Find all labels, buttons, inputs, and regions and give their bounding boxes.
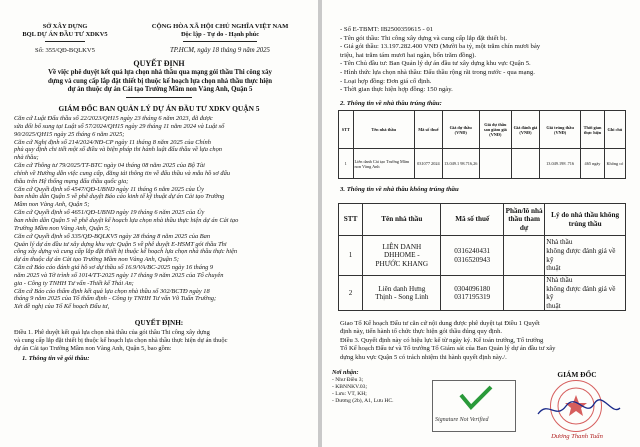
legal-basis-line: Căn cứ Báo cáo đánh giá hồ sơ dự thầu số 16.9/VA/BC-2025 ngày 16 tháng 9	[14, 264, 214, 272]
loser-col-header: STT	[339, 204, 363, 236]
article-line: Điều 3. Quyết định này có hiệu lực kể từ ngày ký. Kế toán trưởng, Tổ trưởng	[340, 336, 544, 344]
legal-basis-line: Căn cứ Luật Đấu thầu số 22/2023/QH15 ngày 23 tháng 6 năm 2023, đã được	[14, 115, 213, 122]
legal-bases	[14, 115, 304, 311]
recipient-item: - KBNNKV.03;	[332, 384, 368, 390]
loser-stt: 2	[339, 276, 363, 311]
package-info-line: triệu, hai trăm tám mươi hai ngàn, bốn trăm đồng).	[340, 51, 477, 59]
legal-basis-line: Quản lý dự án đầu tư xây dựng khu vực Quận 5 về phê duyệt E-HSMT gói thầu Thi	[14, 240, 227, 248]
winner-cell: 465 ngày	[581, 149, 604, 179]
legal-basis-line: nhà thầu;	[14, 154, 39, 162]
legal-basis-line: Trường Mầm non Vàng Anh, Quận 5;	[14, 224, 111, 232]
legal-basis-line: Căn cứ Báo cáo thẩm định kết quả lựa chọn nhà thầu số 302/BCTĐ ngày 18	[14, 287, 210, 295]
signer-title: GIÁM ĐỐC	[557, 370, 597, 379]
subject-underline	[126, 97, 192, 98]
subject-line: dự án thuộc dự án Cải tạo Trường Mầm non Vàng Anh, Quận 5	[67, 86, 253, 94]
loser-reason-line: không được đánh giá về kỹ	[546, 284, 616, 302]
doc-type-title: QUYẾT ĐỊNH	[133, 59, 185, 68]
package-info-heading: 1. Thông tin về gói thầu:	[22, 355, 90, 362]
legal-basis-line: phủ quy định chi tiết một số điều và biện pháp thi hành luật đấu thầu về lựa chọn	[14, 146, 222, 154]
recipients-title: Nơi nhận:	[332, 369, 359, 376]
signer-name: Dương Thanh Tuấn	[551, 433, 603, 440]
winner-cell: 1	[339, 149, 354, 179]
decision-subject	[12, 69, 308, 95]
winner-cell	[512, 149, 540, 179]
winner-cell: 031077 2024	[414, 149, 442, 179]
article-line: Điều 1. Phê duyệt kết quả lựa chọn nhà thầu của gói thầu Thi công xây dựng	[14, 329, 210, 336]
legal-basis-line: Căn cứ Nghị định số 214/2024/NĐ-CP ngày 11 tháng 8 năm 2025 của Chính	[14, 138, 211, 146]
winner-col-header: Giá đánh giá (VNĐ)	[512, 111, 540, 149]
loser-tax	[441, 236, 503, 276]
loser-row	[339, 236, 626, 276]
motto-underline	[183, 41, 257, 42]
recipient-item: - Như Điều 3;	[332, 377, 364, 383]
legal-basis-line: công xây dựng và cung cấp lắp đặt thiết bị thuộc kế hoạch lựa chọn nhà thầu thực hiện	[14, 248, 238, 256]
loser-table	[338, 203, 626, 311]
legal-basis-line: Căn cứ Quyết định số 4651/QĐ-UBND ngày 19 tháng 6 năm 2025 của Ủy	[14, 209, 205, 217]
loser-heading: 3. Thông tin về nhà thầu không trúng thầu	[340, 186, 459, 193]
loser-name-line: PHƯỚC KHANG	[375, 259, 429, 268]
loser-reason-line: không được đánh giá về kỹ	[546, 246, 616, 264]
loser-col-header: Phần/lô nhà thầu tham dự	[503, 204, 544, 236]
legal-basis-line: gia - Công ty TNHH Tư vấn -Thiết kế Thái An;	[14, 279, 134, 287]
winner-col-header: Ghi chú	[604, 111, 625, 149]
winner-col-header: Giá dự thầu sau giảm giá (VNĐ)	[479, 111, 511, 149]
place-date: TP.HCM, ngày 18 tháng 9 năm 2025	[170, 47, 270, 54]
legal-basis-line: Căn cứ Thông tư 79/2025/TT-BTC ngày 04 tháng 08 năm 2025 của Bộ Tài	[14, 162, 205, 170]
signature-check-icon	[433, 381, 515, 431]
loser-col-header: Tên nhà thầu	[363, 204, 441, 236]
winner-col-header: STT	[339, 111, 354, 149]
article-line: dựng khu vực Quận 5 có trách nhiệm thi hành quyết định này./.	[340, 353, 507, 361]
package-info-line: - Tên Chủ đầu tư: Ban Quản lý dự án đầu tư xây dựng khu vực Quận 5.	[340, 60, 531, 68]
legal-basis-line: Căn cứ Quyết định số 335/QĐ-BQLKV5 ngày 28 tháng 8 năm 2025 của Ban	[14, 232, 211, 240]
handwritten-signature	[534, 398, 624, 422]
subject-line: Về việc phê duyệt kết quả lựa chọn nhà thầu qua mạng gói thầu Thi công xây	[48, 69, 272, 76]
loser-name	[363, 276, 441, 311]
article-line: định này, tiến hành tổ chức thực hiện gói thầu đúng quy định.	[340, 328, 503, 336]
loser-reason	[545, 276, 626, 311]
loser-part	[503, 276, 544, 311]
loser-name	[363, 236, 441, 276]
org-unit: BQL DỰ ÁN ĐẦU TƯ XDKV5	[22, 31, 108, 38]
legal-basis-line: năm 2025 và Tờ trình số 1014/TT-2025 ngày 17 tháng 9 năm 2025 của Tổ chuyên	[14, 271, 224, 279]
winner-cell: 13.049.198 .716	[539, 149, 580, 179]
winner-col-header: Giá trúng thầu (VNĐ)	[539, 111, 580, 149]
decision-page-1	[0, 0, 318, 447]
loser-tax-line: 0304096180	[454, 284, 491, 293]
legal-basis-line: ban nhân dân Quận 5 về phê duyệt kế hoạch lựa chọn nhà thầu thực hiện dự án Cải tạo	[14, 216, 239, 224]
winner-col-header: Thời gian thực hiện	[581, 111, 604, 149]
loser-col-header: Lý do nhà thầu không trúng thầu	[545, 204, 626, 236]
subject-line: dựng và cung cấp lắp đặt thiết bị thuộc kế hoạch lựa chọn nhà thầu thực hiện	[47, 77, 273, 85]
legal-basis-line: Mầm non Vàng Anh, Quận 5;	[14, 201, 90, 209]
decision-page-2	[322, 0, 640, 447]
loser-reason	[545, 236, 626, 276]
package-info-line: - Tên gói thầu: Thi công xây dựng và cung cấp lắp đặt thiết bị.	[340, 34, 507, 42]
winner-heading: 2. Thông tin về nhà thầu trúng thầu:	[340, 100, 442, 107]
recipient-item: - Lưu: VT, KH;	[332, 391, 367, 397]
package-info	[340, 26, 630, 95]
loser-tax	[441, 276, 503, 311]
loser-reason-line: thuật	[546, 264, 561, 273]
loser-tax-line: 0316240431	[454, 246, 491, 255]
decides-heading: QUYẾT ĐỊNH:	[134, 319, 184, 327]
loser-reason-line: Nhà thầu	[546, 276, 573, 284]
package-info-line: - Hình thức lựa chọn nhà thầu: Đấu thầu rộng rãi trong nước - qua mạng.	[340, 68, 535, 76]
issuing-authority: GIÁM ĐỐC BAN QUẢN LÝ DỰ ÁN ĐẦU TƯ XDKV QUẬN 5	[58, 104, 260, 113]
package-info-line: - Giá gói thầu: 13.197.282.400 VNĐ (Mười ba tỷ, một trăm chín mươi bảy	[340, 43, 541, 51]
winner-cell	[479, 149, 511, 179]
winner-table	[338, 110, 626, 179]
loser-col-header: Mã số thuế	[441, 204, 503, 236]
national-title: CỘNG HÒA XÃ HỘI CHỦ NGHĨA VIỆT NAM	[151, 23, 289, 30]
loser-name-line: DHHOME -	[383, 251, 420, 260]
loser-row	[339, 276, 626, 311]
legal-basis-line: tháng 9 năm 2025 của Tổ thẩm định - Công ty TNHH Tư vấn Võ Tuấn Trường;	[14, 295, 217, 303]
article-line: dự án Cải tạo Trường Mầm non Vàng Anh, Quận 5, bao gồm:	[14, 344, 172, 352]
loser-reason-line: Nhà thầu	[546, 238, 573, 247]
winner-cell: 13.049.1 98.716,26	[442, 149, 479, 179]
package-info-line: - Loại hợp đồng: Đơn giá cố định.	[340, 77, 432, 85]
articles-2-3	[340, 320, 630, 362]
loser-tax-line: 0317195319	[454, 293, 491, 302]
loser-part	[503, 236, 544, 276]
recipients-list	[332, 377, 412, 405]
legal-basis-line: Căn cứ Quyết định số 4547/QĐ-UBND ngày 11 tháng 6 năm 2025 của Ủy	[14, 185, 204, 193]
article-line: và cung cấp lắp đặt thiết bị thuộc kế hoạch lựa chọn nhà thầu thực hiện dự án thuộc	[14, 336, 228, 344]
recipient-item: - Dương (2b), A1, Lưu HC.	[332, 398, 394, 404]
winner-row	[339, 149, 626, 179]
winner-col-header: Mã số thuế	[414, 111, 442, 149]
legal-basis-line: thầu trên Hệ thống mạng đấu thầu quốc gia;	[14, 177, 129, 185]
signature-status: Signature Not Verified	[435, 417, 489, 423]
winner-cell: Liên danh Cải tạo Trường Mầm non Vàng Anh	[353, 149, 414, 179]
loser-name-line: Liên danh Hưng	[378, 284, 426, 293]
legal-basis-line: 90/2025/QH15 ngày 25 tháng 6 năm 2025;	[14, 130, 125, 138]
legal-basis-line: ban nhân dân Quận 5 về phê duyệt Báo cáo kinh tế kỹ thuật dự án Cải tạo Trường	[14, 193, 225, 201]
legal-basis-line: sửa đổi bổ sung tại Luật số 57/2024/QH15 ngày 29 tháng 11 năm 2024 và Luật số	[14, 122, 225, 130]
article-line: Tổ Kế hoạch Đấu tư và Tổ trưởng Tổ Giám sát của Ban Quản lý dự án đầu tư xây	[340, 345, 556, 353]
loser-tax-line: 0316520943	[454, 255, 491, 264]
package-info-line: - Số E-TBMT: IB2500359615 - 01	[340, 26, 434, 33]
loser-name-line: Thịnh - Song Linh	[375, 293, 429, 302]
legal-basis-line: chính về Hướng dẫn việc cung cấp, đăng tải thông tin về đấu thầu và mẫu hồ sơ đấu	[14, 169, 231, 177]
digital-signature-box	[432, 380, 516, 432]
loser-reason-line: thuật	[546, 301, 561, 310]
winner-cell: Không có	[604, 149, 625, 179]
org-name: SỞ XÂY DỰNG	[42, 23, 88, 30]
package-info-line: - Thời gian thực hiện hợp đồng: 150 ngày.	[340, 86, 453, 94]
loser-stt: 1	[339, 236, 363, 276]
loser-name-line: LIÊN DANH	[382, 242, 422, 251]
doc-number: Số: 355/QĐ-BQLKV5	[35, 47, 95, 54]
national-motto: Độc lập - Tự do - Hạnh phúc	[180, 31, 260, 38]
org-underline	[45, 41, 85, 42]
winner-col-header: Tên nhà thầu	[353, 111, 414, 149]
legal-basis-line: dự án thuộc dự án Cải tạo Trường Mầm non Vàng Anh, Quận 5;	[14, 256, 179, 264]
legal-basis-line: Xét đề nghị của Tổ Kế hoạch Đấu tư,	[14, 303, 110, 311]
article-line: Giao Tổ Kế hoạch Đấu tư căn cứ nội dung được phê duyệt tại Điều 1 Quyết	[340, 320, 540, 327]
article-1	[14, 329, 304, 353]
winner-col-header: Giá dự thầu (VNĐ)	[442, 111, 479, 149]
